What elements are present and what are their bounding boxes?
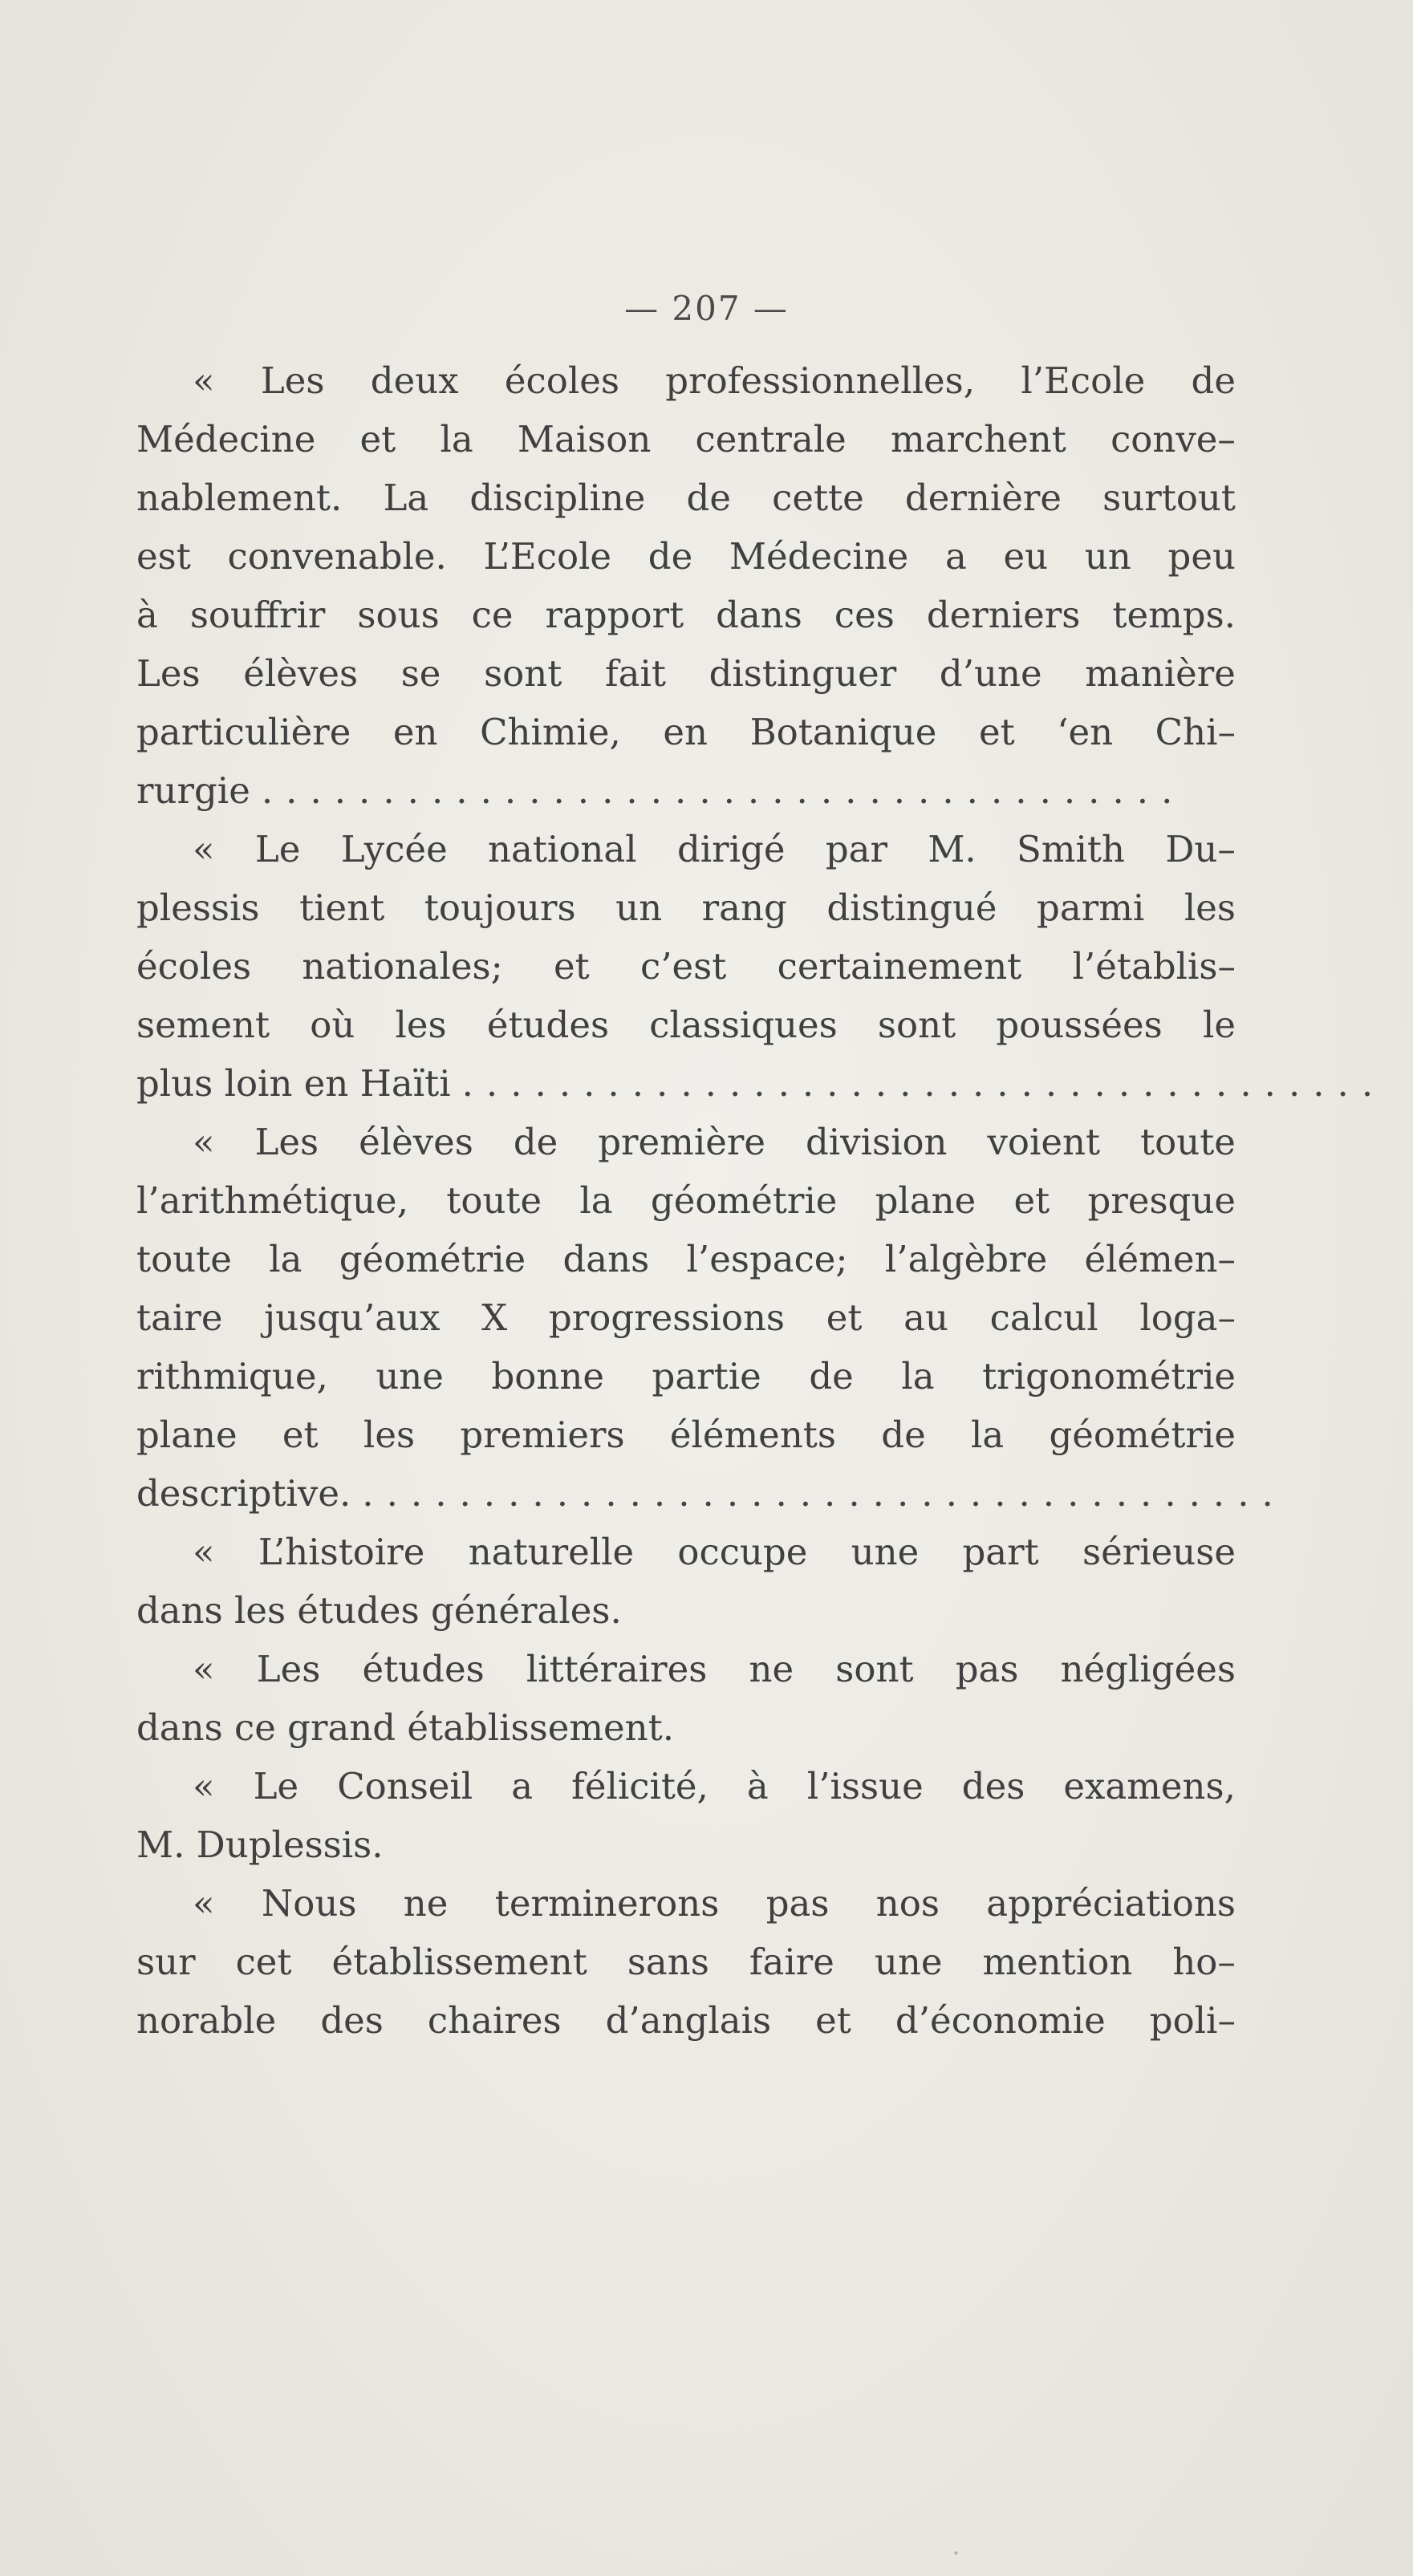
word: marchent [890, 418, 1066, 460]
word: ho– [1172, 1941, 1236, 1983]
page-number: — 207 — [624, 289, 789, 328]
word: tient [299, 886, 385, 929]
word: Du– [1165, 828, 1236, 870]
line-text: descriptive. [136, 1472, 351, 1515]
line-text [136, 1933, 1236, 1991]
word: un [1084, 535, 1131, 578]
line-text [136, 996, 1236, 1054]
word: littéraires [526, 1648, 708, 1690]
word: et [554, 945, 590, 988]
word: rapport [545, 594, 684, 636]
word: Conseil [337, 1765, 473, 1807]
word: de [686, 477, 731, 519]
text-line [136, 1171, 1236, 1230]
word: sur [136, 1941, 196, 1983]
word: sous [357, 594, 440, 636]
word: occupe [677, 1531, 808, 1573]
text-line [136, 1523, 1236, 1581]
text-line [136, 527, 1236, 586]
word: progressions [548, 1296, 786, 1339]
word: toute [136, 1238, 232, 1280]
word: les [363, 1414, 416, 1456]
word: surtout [1102, 477, 1236, 519]
word: L’Ecole [483, 535, 612, 578]
word: dernière [904, 477, 1062, 519]
line-text [193, 820, 1236, 878]
dot-leader: ...................................... [362, 1472, 1286, 1515]
line-text [193, 1640, 1236, 1698]
word: plessis [136, 886, 260, 929]
word: deux [370, 359, 459, 402]
text-line [136, 586, 1236, 644]
word: études [362, 1648, 485, 1690]
word: des [961, 1765, 1025, 1807]
word: élèves [243, 652, 359, 695]
line-text [136, 527, 1236, 586]
word: cet [235, 1941, 292, 1983]
word: l’arithmétique, [136, 1179, 408, 1222]
word: convenable. [227, 535, 447, 578]
word: félicité, [571, 1765, 709, 1807]
word: et [359, 418, 396, 460]
word: au [903, 1296, 948, 1339]
word: trigonométrie [982, 1355, 1236, 1398]
stray-mark: · [952, 2537, 960, 2570]
text-line [136, 1640, 1236, 1698]
word: dans [716, 594, 802, 636]
word: « [193, 1765, 215, 1807]
line-text [193, 1757, 1236, 1815]
text-line [136, 644, 1236, 703]
word: établissement [331, 1941, 587, 1983]
line-text [136, 1171, 1236, 1230]
text-line [136, 996, 1236, 1054]
line-text: M. Duplessis. [136, 1823, 384, 1866]
text-line [136, 937, 1236, 996]
word: premiers [460, 1414, 625, 1456]
word: d’économie [895, 1999, 1106, 2042]
word: plane [875, 1179, 977, 1222]
line-text [136, 1347, 1236, 1406]
word: X [481, 1296, 508, 1339]
word: écoles [504, 359, 619, 402]
word: manière [1085, 652, 1236, 695]
word: Botanique [749, 711, 937, 753]
line-text [136, 469, 1236, 527]
word: de [809, 1355, 854, 1398]
word: terminerons [494, 1882, 720, 1925]
word: géométrie [339, 1238, 526, 1280]
word: est [136, 535, 191, 578]
word: voient [987, 1121, 1101, 1163]
word: toute [446, 1179, 542, 1222]
text-line [136, 1933, 1236, 1991]
word: études [486, 1004, 610, 1046]
word: le [1202, 1004, 1236, 1046]
word: « [193, 1531, 215, 1573]
word: Chi– [1155, 711, 1236, 753]
word: c’est [640, 945, 727, 988]
word: et [826, 1296, 863, 1339]
word: loga– [1139, 1296, 1236, 1339]
word: toujours [424, 886, 576, 929]
word: centrale [695, 418, 847, 460]
word: pas [765, 1882, 830, 1925]
word: Le [253, 1765, 299, 1807]
word: où [310, 1004, 355, 1046]
text-line [136, 878, 1236, 937]
word: mention [982, 1941, 1133, 1983]
word: par [825, 828, 887, 870]
text-line [136, 1464, 1286, 1523]
word: de [881, 1414, 926, 1456]
word: géométrie [1049, 1414, 1236, 1456]
word: partie [652, 1355, 761, 1398]
word: cette [772, 477, 864, 519]
line-text: plus loin en Haïti [136, 1062, 451, 1105]
text-line [136, 1113, 1236, 1171]
word: Médecine [729, 535, 909, 578]
line-text [193, 351, 1236, 410]
word: professionnelles, [665, 359, 976, 402]
word: taire [136, 1296, 223, 1339]
word: l’Ecole [1021, 359, 1146, 402]
text-line [136, 1698, 1236, 1757]
word: l’algèbre [884, 1238, 1048, 1280]
word: et [282, 1414, 319, 1456]
line-text: rurgie [136, 769, 250, 812]
text-line [136, 1054, 1387, 1113]
line-text [136, 878, 1236, 937]
word: calcul [989, 1296, 1098, 1339]
word: Le [254, 828, 301, 870]
word: parmi [1037, 886, 1145, 929]
word: particulière [136, 711, 351, 753]
word: la [970, 1414, 1005, 1456]
word: temps. [1112, 594, 1236, 636]
text-line [136, 1874, 1236, 1933]
word: distingué [826, 886, 997, 929]
word: une [851, 1531, 920, 1573]
word: national [488, 828, 637, 870]
word: éléments [669, 1414, 836, 1456]
word: l’espace; [686, 1238, 848, 1280]
word: distinguer [709, 652, 897, 695]
word: la [901, 1355, 935, 1398]
text-line [136, 703, 1236, 761]
word: La [383, 477, 429, 519]
word: élèves [359, 1121, 473, 1163]
word: derniers [926, 594, 1081, 636]
text-line [136, 1230, 1236, 1288]
line-text [136, 1288, 1236, 1347]
word: ce [471, 594, 514, 636]
word: Chimie, [480, 711, 621, 753]
word: discipline [469, 477, 646, 519]
word: une [376, 1355, 444, 1398]
word: rang [701, 886, 787, 929]
word: en [392, 711, 438, 753]
line-text [193, 1113, 1236, 1171]
line-text [136, 703, 1236, 761]
word: Nous [261, 1882, 357, 1925]
word: pas [955, 1648, 1019, 1690]
word: classiques [649, 1004, 838, 1046]
word: conve– [1111, 418, 1236, 460]
word: des [320, 1999, 384, 2042]
word: a [944, 535, 967, 578]
text-line [136, 1815, 1236, 1874]
word: M. [928, 828, 977, 870]
word: à [136, 594, 158, 636]
word: faire [749, 1941, 834, 1983]
word: part [962, 1531, 1039, 1573]
word: naturelle [468, 1531, 635, 1573]
line-text [136, 410, 1236, 469]
word: examens, [1063, 1765, 1236, 1807]
word: Médecine [136, 418, 316, 460]
word: sont [484, 652, 562, 695]
word: Maison [517, 418, 652, 460]
word: Les [254, 1121, 319, 1163]
line-text: dans ce grand établissement. [136, 1706, 675, 1749]
word: eu [1003, 535, 1049, 578]
word: géométrie [650, 1179, 838, 1222]
line-text [193, 1874, 1236, 1933]
word: ‘en [1057, 711, 1114, 753]
word: à [746, 1765, 769, 1807]
word: dans [562, 1238, 650, 1280]
word: ne [749, 1648, 794, 1690]
text-line [136, 469, 1236, 527]
word: sérieuse [1082, 1531, 1236, 1573]
word: ne [403, 1882, 449, 1925]
text-line [136, 820, 1236, 878]
line-text [136, 1230, 1236, 1288]
line-text: dans les études générales. [136, 1589, 622, 1632]
word: « [193, 359, 215, 402]
word: Lycée [340, 828, 448, 870]
word: « [193, 1648, 215, 1690]
word: poussées [996, 1004, 1163, 1046]
text-line [136, 410, 1236, 469]
word: jusqu’aux [264, 1296, 441, 1339]
word: « [193, 828, 215, 870]
word: toute [1140, 1121, 1236, 1163]
word: nationales; [302, 945, 503, 988]
line-text [136, 586, 1236, 644]
body-text [136, 351, 1387, 2050]
text-line [136, 1347, 1236, 1406]
word: les [1184, 886, 1236, 929]
line-text [136, 1406, 1236, 1464]
word: et [978, 711, 1015, 753]
word: et [815, 1999, 851, 2042]
line-text [193, 1523, 1236, 1581]
word: rithmique, [136, 1355, 328, 1398]
word: en [663, 711, 709, 753]
word: une [874, 1941, 943, 1983]
text-line [136, 1991, 1236, 2050]
word: « [193, 1121, 215, 1163]
word: de [648, 535, 693, 578]
line-text [136, 937, 1236, 996]
word: sont [877, 1004, 956, 1046]
word: d’anglais [605, 1999, 772, 2042]
word: souffrir [189, 594, 326, 636]
word: première [598, 1121, 766, 1163]
text-line [136, 1406, 1236, 1464]
word: dirigé [676, 828, 786, 870]
text-line [136, 351, 1236, 410]
text-line [136, 1581, 1236, 1640]
word: se [400, 652, 441, 695]
word: nablement. [136, 477, 343, 519]
word: a [511, 1765, 534, 1807]
word: norable [136, 1999, 277, 2042]
line-text [136, 644, 1236, 703]
word: la [440, 418, 473, 460]
word: élémen– [1084, 1238, 1236, 1280]
word: certainement [777, 945, 1022, 988]
word: d’une [939, 652, 1042, 695]
word: Les [260, 359, 325, 402]
word: la [269, 1238, 302, 1280]
word: sans [627, 1941, 709, 1983]
word: négligées [1060, 1648, 1236, 1690]
word: ces [834, 594, 895, 636]
word: et [1013, 1179, 1050, 1222]
word: la [579, 1179, 613, 1222]
word: sement [136, 1004, 270, 1046]
word: nos [875, 1882, 940, 1925]
word: « [193, 1882, 215, 1925]
word: sont [835, 1648, 914, 1690]
word: de [513, 1121, 558, 1163]
word: l’établis– [1072, 945, 1236, 988]
word: les [395, 1004, 447, 1046]
word: bonne [491, 1355, 604, 1398]
word: Smith [1017, 828, 1125, 870]
dot-leader: ...................................... [461, 1062, 1387, 1105]
word: appréciations [986, 1882, 1236, 1925]
word: L’histoire [258, 1531, 425, 1573]
word: peu [1167, 535, 1236, 578]
word: de [1191, 359, 1236, 402]
word: un [615, 886, 663, 929]
word: fait [604, 652, 666, 695]
text-line [136, 761, 1236, 820]
word: presque [1087, 1179, 1236, 1222]
word: poli– [1149, 1999, 1236, 2042]
word: Les [256, 1648, 321, 1690]
word: Les [136, 652, 201, 695]
text-line [136, 1757, 1236, 1815]
line-text [136, 1991, 1236, 2050]
word: plane [136, 1414, 238, 1456]
word: l’issue [806, 1765, 924, 1807]
word: chaires [427, 1999, 562, 2042]
word: écoles [136, 945, 252, 988]
text-line [136, 1288, 1236, 1347]
word: division [805, 1121, 948, 1163]
dot-leader: ...................................... [261, 769, 1186, 812]
